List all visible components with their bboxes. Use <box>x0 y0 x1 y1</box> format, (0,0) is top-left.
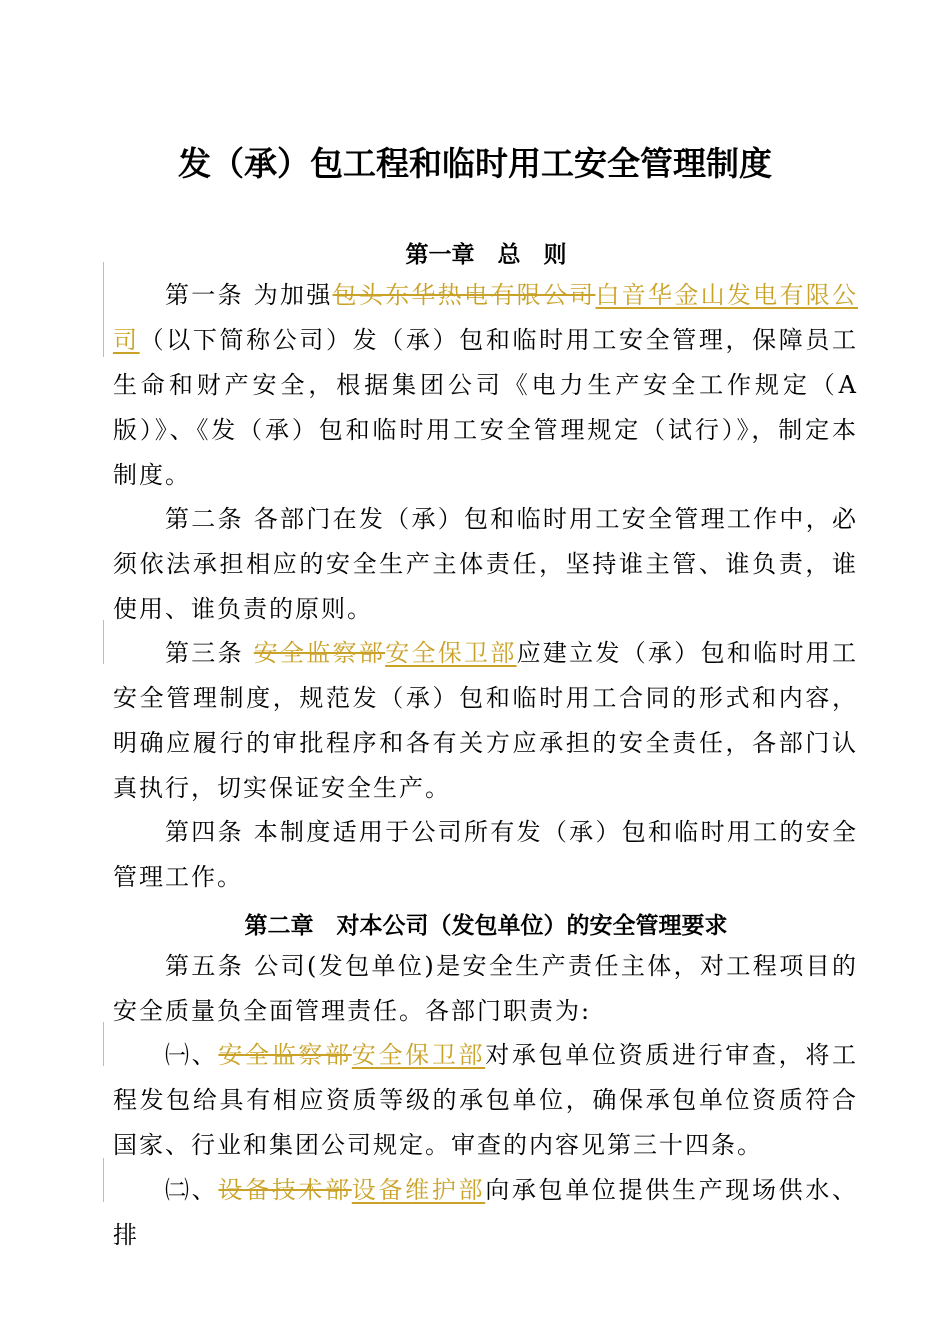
item-1 <box>113 1033 858 1168</box>
article-5-body: 第五条 公司(发包单位)是安全生产责任主体，对工程项目的安全质量负全面管理责任。各部门职责为: <box>113 952 858 1025</box>
deleted-text[interactable]: 安全监察部 <box>218 1041 352 1069</box>
revision-bar <box>103 620 104 664</box>
document-title: 发（承）包工程和临时用工安全管理制度 <box>178 144 772 183</box>
chapter-1-heading: 第一章 总 则 <box>405 242 567 268</box>
article-3-prefix: 第三条 <box>165 639 254 667</box>
chapter-2-heading: 第二章 对本公司（发包单位）的安全管理要求 <box>244 913 728 939</box>
article-2-body: 第二条 各部门在发（承）包和临时用工安全管理工作中，必须依法承担相应的安全生产主体责任，坚持谁主管、谁负责，谁使用、谁负责的原则。 <box>113 505 858 623</box>
revision-bar <box>103 1022 104 1066</box>
item-2 <box>113 1168 858 1258</box>
item-2-body: 向承包单位提供生产现场供水、排 <box>113 1176 859 1249</box>
item-1-body: 对承包单位资质进行审查，将工程发包给具有相应资质等级的承包单位，确保承包单位资质符合国家、行业和集团公司规定。审查的内容见第三十四条。 <box>113 1041 859 1159</box>
article-5 <box>113 944 858 1034</box>
deleted-text[interactable]: 设备技术部 <box>218 1176 352 1204</box>
deleted-text[interactable]: 包头东华热电有限公司 <box>332 281 596 309</box>
inserted-text[interactable]: 白音华金山发电有限公司 <box>113 281 859 354</box>
article-1 <box>113 273 858 498</box>
revision-bar <box>103 1158 104 1202</box>
inserted-text[interactable]: 设备维护部 <box>351 1176 486 1204</box>
deleted-text[interactable]: 安全监察部 <box>253 639 386 667</box>
article-2 <box>113 497 858 632</box>
item-2-prefix: ㈡、 <box>165 1176 219 1204</box>
item-1-prefix: ㈠、 <box>165 1041 219 1069</box>
inserted-text[interactable]: 安全保卫部 <box>351 1041 486 1069</box>
article-4-body: 第四条 本制度适用于公司所有发（承）包和临时用工的安全管理工作。 <box>113 818 858 891</box>
article-4 <box>113 810 858 900</box>
revision-bar <box>103 262 104 357</box>
article-3-body: 应建立发（承）包和临时用工安全管理制度，规范发（承）包和临时用工合同的形式和内容，明确应履行的审批程序和各有关方应承担的安全责任，各部门认真执行，切实保证安全生产。 <box>113 639 859 802</box>
article-1-body: （以下简称公司）发（承）包和临时用工安全管理，保障员工生命和财产安全，根据集团公司《电力生产安全工作规定（A版）》、《发（承）包和临时用工安全管理规定（试行）》，制定本制度。 <box>113 326 859 489</box>
article-1-prefix: 第一条 为加强 <box>165 281 333 309</box>
inserted-text[interactable]: 安全保卫部 <box>385 639 517 667</box>
article-3 <box>113 631 858 811</box>
